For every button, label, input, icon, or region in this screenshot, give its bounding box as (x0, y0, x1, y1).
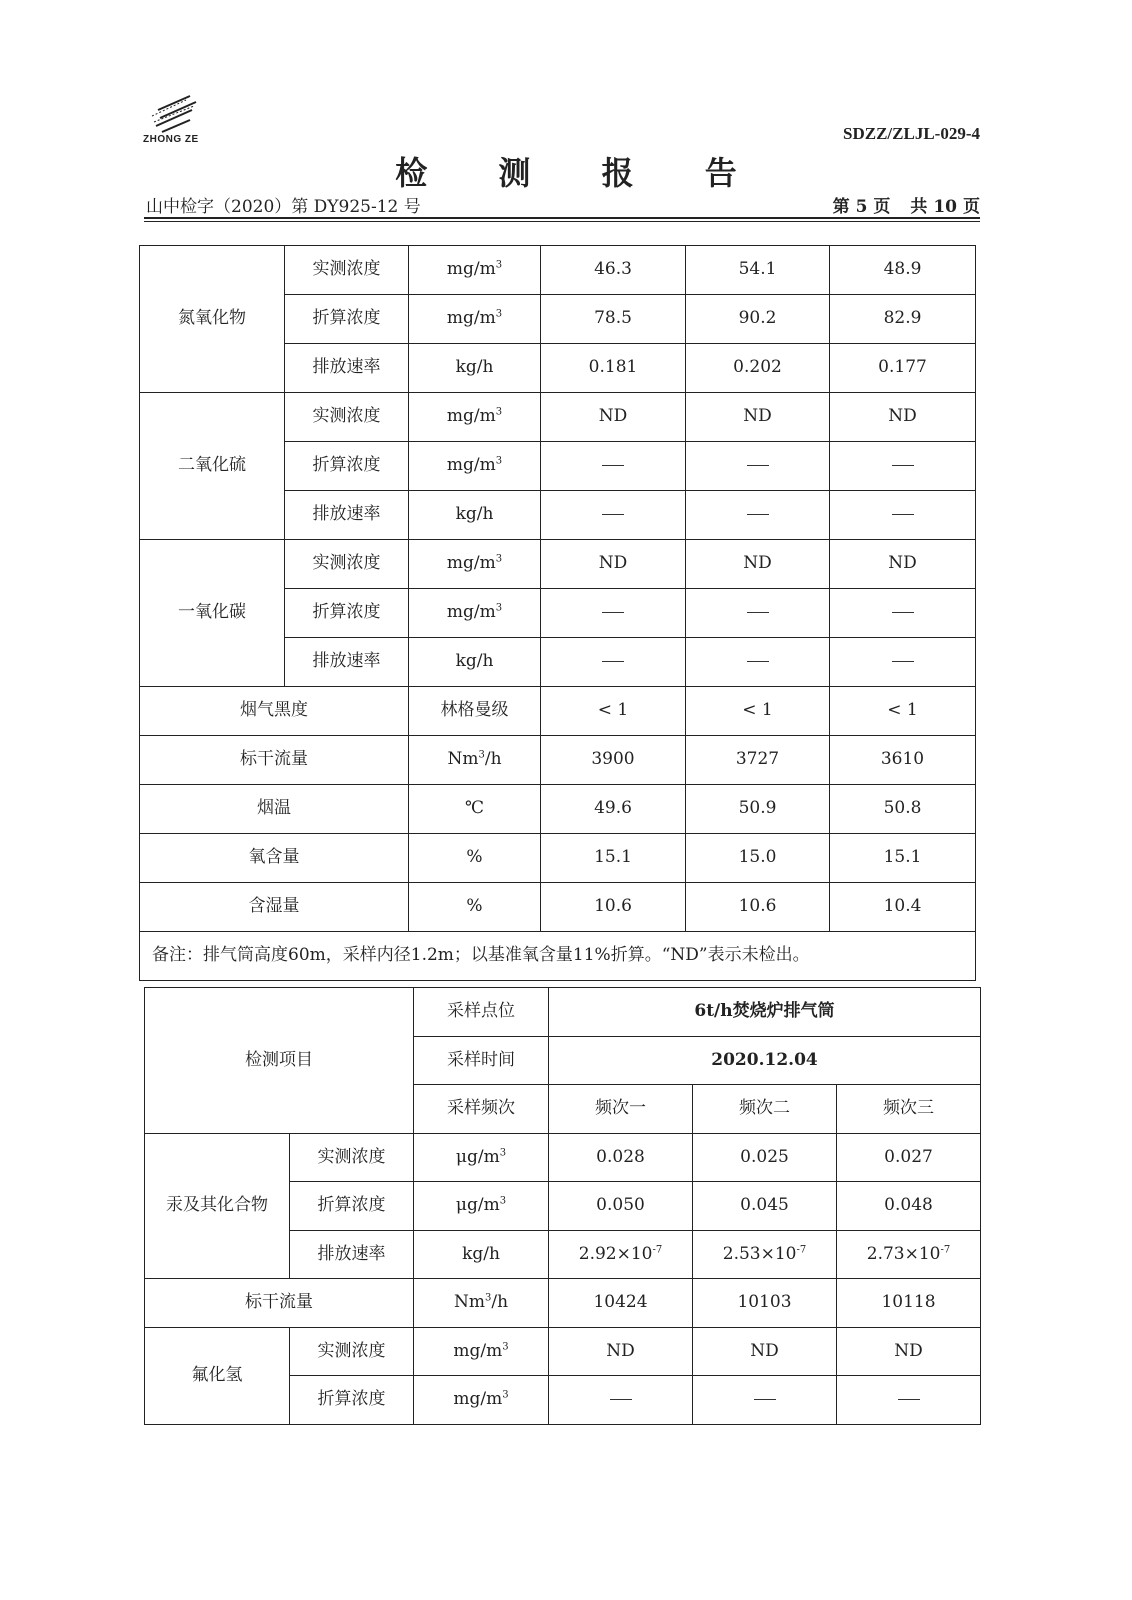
value-cell: 10103 (693, 1279, 837, 1328)
table-row (140, 883, 976, 932)
value-cell: 46.3 (541, 246, 686, 295)
freq-header: 频次一 (549, 1085, 693, 1134)
item-name-hg: 汞及其化合物 (145, 1133, 290, 1279)
value-cell: ND (830, 393, 976, 442)
unit-cell: ℃ (409, 785, 541, 834)
item-name-moisture: 含湿量 (140, 883, 409, 932)
table-row (140, 932, 976, 981)
report-number: 山中检字（2020）第 DY925-12 号 (146, 197, 421, 217)
value-cell: ND (837, 1327, 981, 1376)
value-cell: 0.050 (549, 1182, 693, 1231)
empty-dash (830, 442, 976, 491)
param-label: 实测浓度 (290, 1133, 414, 1182)
logo-text: ZHONG ZE (143, 134, 199, 145)
value-cell: 50.9 (686, 785, 830, 834)
table-row (140, 687, 976, 736)
value-cell: < 1 (686, 687, 830, 736)
unit-cell: kg/h (409, 491, 541, 540)
value-cell: 50.8 (830, 785, 976, 834)
value-cell: 10.4 (830, 883, 976, 932)
time-label: 采样时间 (414, 1036, 549, 1085)
value-cell: < 1 (541, 687, 686, 736)
param-label: 排放速率 (285, 491, 409, 540)
unit-cell: % (409, 834, 541, 883)
value-cell: ND (686, 393, 830, 442)
param-label: 折算浓度 (285, 589, 409, 638)
unit-cell: kg/h (409, 344, 541, 393)
value-cell: 0.202 (686, 344, 830, 393)
value-cell: ND (549, 1327, 693, 1376)
unit-cell: kg/h (414, 1230, 549, 1279)
value-cell: 0.048 (837, 1182, 981, 1231)
table-row (145, 1327, 981, 1376)
site-value: 6t/h焚烧炉排气筒 (549, 988, 981, 1037)
value-cell: 0.025 (693, 1133, 837, 1182)
freq-header: 频次二 (693, 1085, 837, 1134)
table-note: 备注：排气筒高度60m，采样内径1.2m；以基准氧含量11%折算。“ND”表示未检出。 (140, 932, 976, 981)
value-cell: 78.5 (541, 295, 686, 344)
results-table-2 (144, 987, 981, 1425)
item-name-temp: 烟温 (140, 785, 409, 834)
empty-dash (686, 589, 830, 638)
param-label: 排放速率 (290, 1230, 414, 1279)
empty-dash (686, 491, 830, 540)
empty-dash (686, 442, 830, 491)
unit-cell: Nm$^3$/h (409, 736, 541, 785)
item-name-oxygen: 氧含量 (140, 834, 409, 883)
empty-dash (541, 491, 686, 540)
value-cell: 15.1 (830, 834, 976, 883)
param-label: 实测浓度 (285, 540, 409, 589)
empty-dash (830, 491, 976, 540)
table-row (145, 1133, 981, 1182)
empty-dash (837, 1376, 981, 1425)
value-cell: 48.9 (830, 246, 976, 295)
table-row (145, 1279, 981, 1328)
param-label: 排放速率 (285, 344, 409, 393)
value-cell: 10118 (837, 1279, 981, 1328)
param-label: 折算浓度 (290, 1376, 414, 1425)
table-row (140, 393, 976, 442)
value-cell: ND (541, 393, 686, 442)
item-name-hf: 氟化氢 (145, 1327, 290, 1424)
value-cell: 3727 (686, 736, 830, 785)
value-cell: 3900 (541, 736, 686, 785)
value-cell: 82.9 (830, 295, 976, 344)
unit-cell: kg/h (409, 638, 541, 687)
value-cell: 10.6 (541, 883, 686, 932)
item-name-flow2: 标干流量 (145, 1279, 414, 1328)
value-cell: 0.027 (837, 1133, 981, 1182)
table-row (145, 988, 981, 1037)
empty-dash (830, 638, 976, 687)
unit-cell: % (409, 883, 541, 932)
unit-cell: $mg/m^3$ (409, 295, 541, 344)
item-name-smoke: 烟气黑度 (140, 687, 409, 736)
empty-dash (541, 589, 686, 638)
table-row (140, 736, 976, 785)
item-name-so2: 二氧化硫 (140, 393, 285, 540)
time-value: 2020.12.04 (549, 1036, 981, 1085)
header-rule-thin (144, 221, 980, 222)
value-cell: $2.92\times 10^{-7}$ (549, 1230, 693, 1279)
param-label: 实测浓度 (290, 1327, 414, 1376)
results-table-1 (139, 245, 976, 981)
item-name-nox: 氮氧化物 (140, 246, 285, 393)
empty-dash (541, 638, 686, 687)
value-cell: < 1 (830, 687, 976, 736)
unit-cell: $mg/m^3$ (409, 540, 541, 589)
empty-dash (541, 442, 686, 491)
table-row (140, 834, 976, 883)
param-label: 折算浓度 (285, 442, 409, 491)
value-cell: $2.73\times 10^{-7}$ (837, 1230, 981, 1279)
empty-dash (830, 589, 976, 638)
value-cell: 0.177 (830, 344, 976, 393)
unit-cell: $mg/m^3$ (409, 246, 541, 295)
unit-cell: 林格曼级 (409, 687, 541, 736)
unit-cell: $mg/m^3$ (409, 589, 541, 638)
param-label: 排放速率 (285, 638, 409, 687)
value-cell: 3610 (830, 736, 976, 785)
value-cell: 10424 (549, 1279, 693, 1328)
freq-header: 频次三 (837, 1085, 981, 1134)
param-label: 折算浓度 (285, 295, 409, 344)
value-cell: ND (686, 540, 830, 589)
value-cell: 15.1 (541, 834, 686, 883)
table-row (140, 785, 976, 834)
value-cell: 0.028 (549, 1133, 693, 1182)
value-cell: 0.045 (693, 1182, 837, 1231)
value-cell: 0.181 (541, 344, 686, 393)
report-title: 检 测 报 告 (395, 154, 767, 192)
unit-cell: Nm$^3$/h (414, 1279, 549, 1328)
unit-cell: $mg/m^3$ (414, 1376, 549, 1425)
unit-cell: $mg/m^3$ (409, 393, 541, 442)
empty-dash (693, 1376, 837, 1425)
value-cell: 49.6 (541, 785, 686, 834)
document-code: SDZZ/ZLJL-029-4 (843, 124, 980, 143)
value-cell: 15.0 (686, 834, 830, 883)
value-cell: 10.6 (686, 883, 830, 932)
empty-dash (549, 1376, 693, 1425)
value-cell: ND (541, 540, 686, 589)
site-label: 采样点位 (414, 988, 549, 1037)
value-cell: $2.53\times 10^{-7}$ (693, 1230, 837, 1279)
value-cell: ND (693, 1327, 837, 1376)
unit-cell: $\mu g/m^3$ (414, 1182, 549, 1231)
param-label: 折算浓度 (290, 1182, 414, 1231)
param-label: 实测浓度 (285, 246, 409, 295)
unit-cell: $mg/m^3$ (409, 442, 541, 491)
page-info: 第 5 页 共 10 页 (832, 197, 980, 217)
value-cell: 54.1 (686, 246, 830, 295)
unit-cell: $\mu g/m^3$ (414, 1133, 549, 1182)
item-name-flow: 标干流量 (140, 736, 409, 785)
param-label: 实测浓度 (285, 393, 409, 442)
table-row (140, 246, 976, 295)
item-name-co: 一氧化碳 (140, 540, 285, 687)
unit-cell: $mg/m^3$ (414, 1327, 549, 1376)
table-row (140, 540, 976, 589)
value-cell: 90.2 (686, 295, 830, 344)
header-rule (144, 217, 980, 219)
empty-dash (686, 638, 830, 687)
freq-label: 采样频次 (414, 1085, 549, 1134)
item-header: 检测项目 (145, 988, 414, 1134)
value-cell: ND (830, 540, 976, 589)
